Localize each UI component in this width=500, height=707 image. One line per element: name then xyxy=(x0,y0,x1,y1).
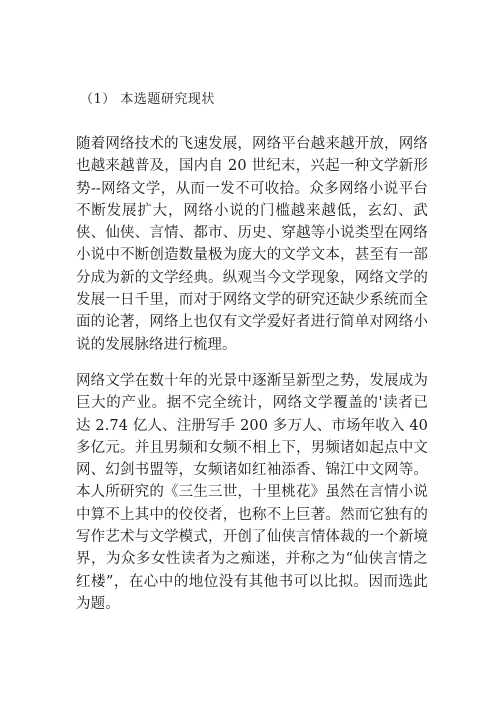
paragraph-research-background: 随着网络技术的飞速发展，网络平台越来越开放，网络也越来越普及，国内自 20 世纪末，兴起一种文学新形势--网络文学，从而一发不可收拾。众多网络小说平台不断发展扩大，网络小说的门槛越来越低，玄幻、武侠、仙侠、言情、都市、历史、穿越等小说类型在网络小说中不断创造数量极为庞大的文学文本，甚至有一部分成为新的文学经典。纵观当今文学现象，网络文学的发展一日千里，而对于网络文学的研究还缺少系统而全面的论著，网络上也仅有文学爱好者进行简单对网络小说的发展脉络进行梳理。 xyxy=(76,136,428,353)
section-heading: （1） 本选题研究现状 xyxy=(80,92,215,107)
paragraph-industry-status: 网络文学在数十年的光景中逐渐呈新型之势，发展成为巨大的产业。据不完全统计，网络文学覆盖的'读者已达 2.74 亿人、注册写手 200 多万人、市场年收入 40 多亿元。并且男频和女频不相上下，男频诸如起点中文网、幻剑书盟等，女频诸如红袖添香、锦江中文网等。本人所研究的《三生三世，十里桃花》虽然在言情小说中算不上其中的佼佼者，也称不上巨著。然而它独有的写作艺术与文学模式，开创了仙侠言情体裁的一个新境界，为众多女性读者为之痴迷，并称之为“仙侠言情之红楼”，在心中的地位没有其他书可以比拟。因而选此为题。 xyxy=(76,373,428,612)
